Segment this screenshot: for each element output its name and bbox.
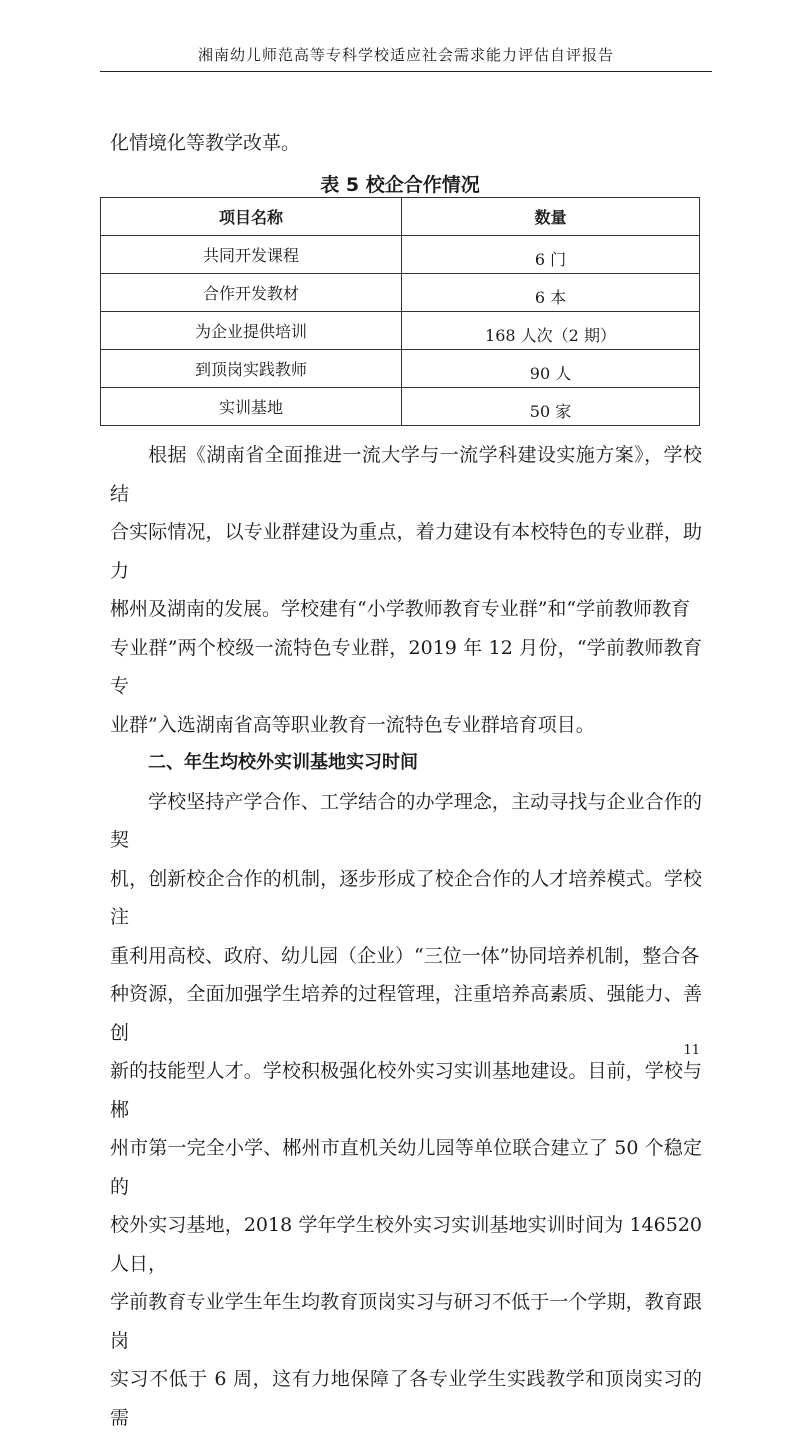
table-cell-item: 为企业提供培训: [101, 312, 402, 350]
table-cell-quantity: 6 门: [402, 236, 700, 274]
table-cell-quantity: 6 本: [402, 274, 700, 312]
table-cell-item: 到顶岗实践教师: [101, 350, 402, 388]
paragraph-1: [110, 436, 702, 513]
text-line: 学校坚持产学合作、工学结合的办学理念，主动寻找与企业合作的契: [110, 783, 702, 860]
text-line: 学前教育专业学生年生均教育顶岗实习与研习不低于一个学期，教育跟岗: [110, 1283, 702, 1360]
text-line: 新的技能型人才。学校积极强化校外实习实训基地建设。目前，学校与郴: [110, 1052, 702, 1129]
section-heading: 二、年生均校外实训基地实习时间: [110, 744, 702, 783]
paragraph-2: [110, 783, 702, 860]
table-title: 表 5 校企合作情况: [100, 170, 700, 197]
table-row: [101, 236, 700, 274]
paragraph-1-cont: [110, 513, 702, 744]
intro-line: 化情境化等教学改革。: [110, 124, 702, 163]
text-line: 种资源，全面加强学生培养的过程管理，注重培养高素质、强能力、善创: [110, 975, 702, 1052]
text-line: 郴州及湖南的发展。学校建有“小学教师教育专业群”和“学前教师教育: [110, 590, 702, 629]
table-row: [101, 388, 700, 426]
paragraph-2-cont: [110, 860, 702, 1437]
table-cell-item: 实训基地: [101, 388, 402, 426]
table-cell-quantity: 50 家: [402, 388, 700, 426]
column-header-item: 项目名称: [101, 198, 402, 236]
text-line: 机，创新校企合作的机制，逐步形成了校企合作的人才培养模式。学校注: [110, 860, 702, 937]
table-cell-item: 合作开发教材: [101, 274, 402, 312]
table-cell-quantity: 168 人次（2 期）: [402, 312, 700, 350]
table-row: [101, 312, 700, 350]
column-header-quantity: 数量: [402, 198, 700, 236]
text-line: 重利用高校、政府、幼儿园（企业）“三位一体”协同培养机制，整合各: [110, 937, 702, 976]
text-line: 根据《湖南省全面推进一流大学与一流学科建设实施方案》，学校结: [110, 436, 702, 513]
intro-text: [110, 124, 702, 163]
table-row: [101, 274, 700, 312]
table-cell-item: 共同开发课程: [101, 236, 402, 274]
table-row: [101, 350, 700, 388]
text-line: 合实际情况，以专业群建设为重点，着力建设有本校特色的专业群，助力: [110, 513, 702, 590]
table-header-row: [101, 198, 700, 236]
main-text: [110, 436, 702, 1437]
text-line: 业群”入选湖南省高等职业教育一流特色专业群培育项目。: [110, 706, 702, 745]
text-line: 校外实习基地，2018 学年学生校外实习实训基地实训时间为 146520 人日，: [110, 1206, 702, 1283]
text-line: 州市第一完全小学、郴州市直机关幼儿园等单位联合建立了 50 个稳定的: [110, 1129, 702, 1206]
table-cell-quantity: 90 人: [402, 350, 700, 388]
text-line: 实习不低于 6 周，这有力地保障了各专业学生实践教学和顶岗实习的需: [110, 1360, 702, 1437]
text-line: 专业群”两个校级一流特色专业群，2019 年 12 月份，“学前教师教育专: [110, 629, 702, 706]
page-header: 湘南幼儿师范高等专科学校适应社会需求能力评估自评报告: [100, 44, 712, 72]
cooperation-table: [100, 197, 700, 426]
page-number: 11: [683, 1043, 700, 1058]
